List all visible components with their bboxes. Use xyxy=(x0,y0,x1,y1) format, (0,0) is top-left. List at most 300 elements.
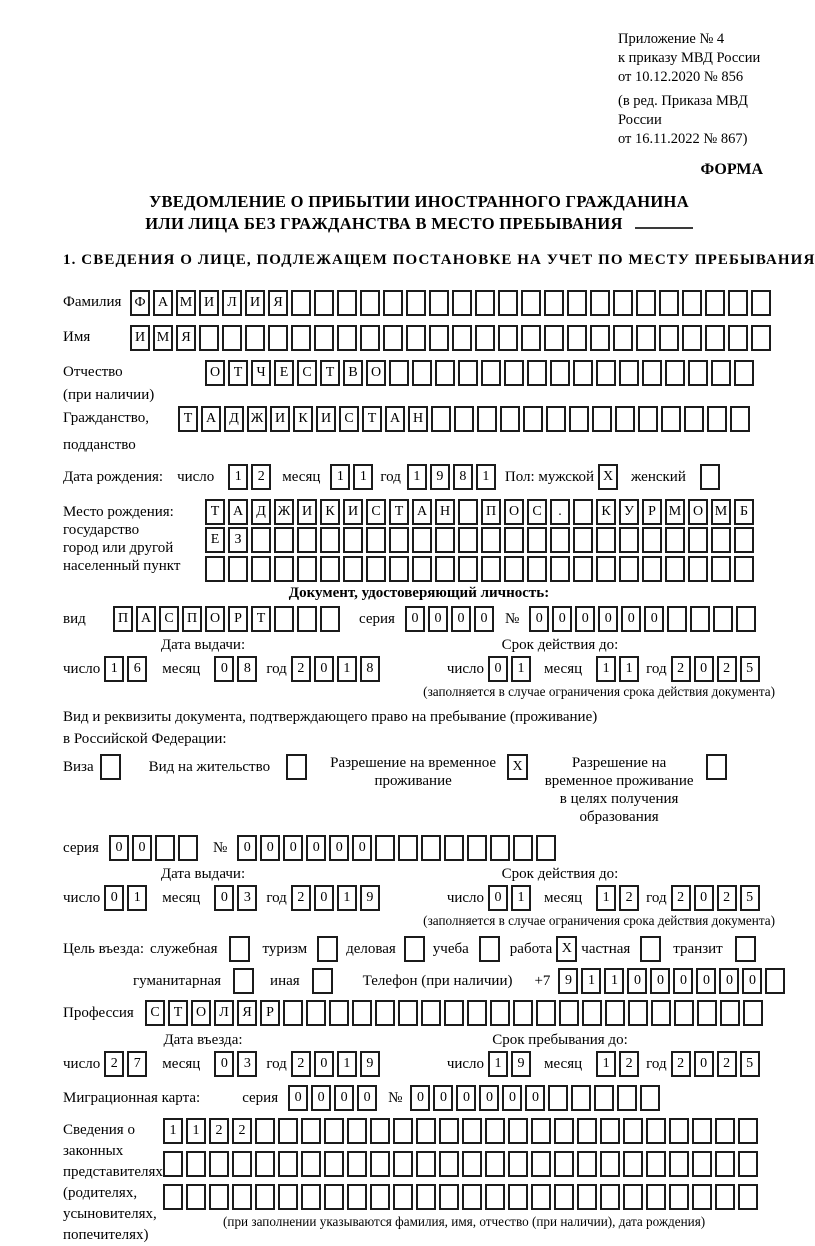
char-cell[interactable]: М xyxy=(711,499,731,525)
char-cell[interactable] xyxy=(550,527,570,553)
char-cell[interactable] xyxy=(435,360,455,386)
char-cell[interactable]: 1 xyxy=(604,968,624,994)
char-cell[interactable]: А xyxy=(201,406,221,432)
char-cell[interactable]: 0 xyxy=(644,606,664,632)
char-cell[interactable]: 1 xyxy=(353,464,373,490)
char-cell[interactable] xyxy=(500,406,520,432)
entry-month-cells[interactable] xyxy=(214,1051,260,1077)
char-cell[interactable] xyxy=(375,835,395,861)
char-cell[interactable]: 0 xyxy=(283,835,303,861)
char-cell[interactable] xyxy=(370,1118,390,1144)
char-cell[interactable]: 0 xyxy=(694,885,714,911)
stay-valid-year-cells[interactable] xyxy=(671,885,763,911)
char-cell[interactable]: П xyxy=(113,606,133,632)
char-cell[interactable] xyxy=(343,527,363,553)
char-cell[interactable] xyxy=(320,606,340,632)
char-cell[interactable] xyxy=(435,527,455,553)
char-cell[interactable] xyxy=(715,1184,735,1210)
char-cell[interactable] xyxy=(682,325,702,351)
char-cell[interactable]: 8 xyxy=(237,656,257,682)
char-cell[interactable] xyxy=(222,325,242,351)
char-cell[interactable] xyxy=(628,1000,648,1026)
purpose-official-checkbox[interactable] xyxy=(229,936,250,962)
char-cell[interactable]: С xyxy=(527,499,547,525)
char-cell[interactable] xyxy=(554,1184,574,1210)
char-cell[interactable] xyxy=(734,527,754,553)
char-cell[interactable]: Е xyxy=(205,527,225,553)
char-cell[interactable] xyxy=(274,556,294,582)
char-cell[interactable]: 2 xyxy=(671,1051,691,1077)
char-cell[interactable]: Д xyxy=(251,499,271,525)
char-cell[interactable] xyxy=(228,556,248,582)
char-cell[interactable]: Б xyxy=(734,499,754,525)
char-cell[interactable] xyxy=(477,406,497,432)
char-cell[interactable] xyxy=(163,1151,183,1177)
char-cell[interactable] xyxy=(504,527,524,553)
char-cell[interactable]: И xyxy=(297,499,317,525)
char-cell[interactable] xyxy=(554,1151,574,1177)
char-cell[interactable] xyxy=(504,556,524,582)
patronymic-cells[interactable] xyxy=(205,360,757,386)
char-cell[interactable] xyxy=(617,1085,637,1111)
char-cell[interactable] xyxy=(439,1118,459,1144)
char-cell[interactable]: О xyxy=(205,606,225,632)
purpose-humanitarian-checkbox[interactable] xyxy=(233,968,254,994)
char-cell[interactable]: 0 xyxy=(410,1085,430,1111)
char-cell[interactable]: 0 xyxy=(214,1051,234,1077)
char-cell[interactable] xyxy=(393,1184,413,1210)
char-cell[interactable] xyxy=(481,556,501,582)
char-cell[interactable] xyxy=(452,325,472,351)
char-cell[interactable] xyxy=(734,556,754,582)
char-cell[interactable] xyxy=(690,606,710,632)
char-cell[interactable] xyxy=(360,290,380,316)
char-cell[interactable] xyxy=(337,290,357,316)
char-cell[interactable] xyxy=(163,1184,183,1210)
char-cell[interactable]: Н xyxy=(408,406,428,432)
char-cell[interactable]: И xyxy=(130,325,150,351)
char-cell[interactable] xyxy=(688,360,708,386)
char-cell[interactable] xyxy=(274,527,294,553)
char-cell[interactable]: 1 xyxy=(337,1051,357,1077)
char-cell[interactable] xyxy=(320,527,340,553)
char-cell[interactable]: 0 xyxy=(214,656,234,682)
char-cell[interactable] xyxy=(577,1184,597,1210)
char-cell[interactable]: К xyxy=(320,499,340,525)
char-cell[interactable]: Т xyxy=(228,360,248,386)
char-cell[interactable] xyxy=(429,325,449,351)
identity-kind-cells[interactable] xyxy=(113,606,343,632)
char-cell[interactable] xyxy=(600,1184,620,1210)
char-cell[interactable] xyxy=(475,325,495,351)
char-cell[interactable] xyxy=(458,556,478,582)
char-cell[interactable]: 0 xyxy=(627,968,647,994)
char-cell[interactable]: П xyxy=(481,499,501,525)
char-cell[interactable] xyxy=(715,1118,735,1144)
identity-issue-day-cells[interactable] xyxy=(104,656,150,682)
stayuntil-day-cells[interactable] xyxy=(488,1051,534,1077)
stay-issue-day-cells[interactable] xyxy=(104,885,150,911)
char-cell[interactable] xyxy=(751,290,771,316)
char-cell[interactable] xyxy=(688,527,708,553)
char-cell[interactable]: 2 xyxy=(291,656,311,682)
char-cell[interactable] xyxy=(623,1184,643,1210)
char-cell[interactable]: 2 xyxy=(291,1051,311,1077)
char-cell[interactable] xyxy=(370,1151,390,1177)
char-cell[interactable] xyxy=(573,360,593,386)
char-cell[interactable]: 0 xyxy=(502,1085,522,1111)
char-cell[interactable] xyxy=(548,1085,568,1111)
char-cell[interactable] xyxy=(592,406,612,432)
char-cell[interactable] xyxy=(504,360,524,386)
char-cell[interactable]: 0 xyxy=(451,606,471,632)
char-cell[interactable] xyxy=(636,325,656,351)
char-cell[interactable]: . xyxy=(550,499,570,525)
stay-number-cells[interactable] xyxy=(237,835,559,861)
char-cell[interactable] xyxy=(590,290,610,316)
char-cell[interactable] xyxy=(435,556,455,582)
char-cell[interactable] xyxy=(577,1118,597,1144)
char-cell[interactable] xyxy=(366,527,386,553)
char-cell[interactable]: 1 xyxy=(163,1118,183,1144)
birth-place-cells-row3[interactable] xyxy=(205,556,757,582)
char-cell[interactable] xyxy=(475,290,495,316)
char-cell[interactable]: 1 xyxy=(511,885,531,911)
char-cell[interactable]: 0 xyxy=(132,835,152,861)
char-cell[interactable] xyxy=(301,1118,321,1144)
char-cell[interactable] xyxy=(559,1000,579,1026)
birth-place-cells-row2[interactable] xyxy=(205,527,757,553)
sex-female-checkbox[interactable] xyxy=(700,464,723,490)
char-cell[interactable] xyxy=(728,290,748,316)
char-cell[interactable] xyxy=(734,360,754,386)
char-cell[interactable] xyxy=(324,1151,344,1177)
char-cell[interactable]: З xyxy=(228,527,248,553)
char-cell[interactable]: 2 xyxy=(671,885,691,911)
char-cell[interactable]: 0 xyxy=(104,885,124,911)
char-cell[interactable]: 3 xyxy=(237,885,257,911)
char-cell[interactable] xyxy=(700,464,720,490)
char-cell[interactable] xyxy=(485,1118,505,1144)
char-cell[interactable]: Н xyxy=(435,499,455,525)
char-cell[interactable] xyxy=(738,1151,758,1177)
char-cell[interactable] xyxy=(389,556,409,582)
char-cell[interactable] xyxy=(370,1184,390,1210)
citizenship-cells[interactable] xyxy=(178,406,753,432)
char-cell[interactable] xyxy=(692,1118,712,1144)
sex-male-checkbox[interactable] xyxy=(598,464,621,490)
char-cell[interactable] xyxy=(577,1151,597,1177)
char-cell[interactable] xyxy=(619,360,639,386)
residence-permit-checkbox[interactable] xyxy=(286,754,307,780)
char-cell[interactable] xyxy=(291,290,311,316)
entry-year-cells[interactable] xyxy=(291,1051,383,1077)
char-cell[interactable] xyxy=(320,556,340,582)
char-cell[interactable]: А xyxy=(385,406,405,432)
char-cell[interactable] xyxy=(352,1000,372,1026)
char-cell[interactable] xyxy=(454,406,474,432)
char-cell[interactable]: 8 xyxy=(453,464,473,490)
char-cell[interactable] xyxy=(398,1000,418,1026)
char-cell[interactable]: 9 xyxy=(511,1051,531,1077)
char-cell[interactable] xyxy=(596,556,616,582)
char-cell[interactable] xyxy=(659,325,679,351)
stayuntil-year-cells[interactable] xyxy=(671,1051,763,1077)
char-cell[interactable]: А xyxy=(136,606,156,632)
char-cell[interactable] xyxy=(431,406,451,432)
char-cell[interactable]: М xyxy=(176,290,196,316)
char-cell[interactable]: Т xyxy=(251,606,271,632)
char-cell[interactable] xyxy=(255,1184,275,1210)
char-cell[interactable] xyxy=(209,1151,229,1177)
char-cell[interactable]: 0 xyxy=(306,835,326,861)
char-cell[interactable]: 0 xyxy=(352,835,372,861)
char-cell[interactable]: X xyxy=(598,464,618,490)
char-cell[interactable]: 1 xyxy=(581,968,601,994)
char-cell[interactable]: 0 xyxy=(673,968,693,994)
char-cell[interactable] xyxy=(692,1151,712,1177)
char-cell[interactable] xyxy=(640,1085,660,1111)
firstname-cells[interactable] xyxy=(130,325,774,351)
char-cell[interactable] xyxy=(567,325,587,351)
char-cell[interactable]: О xyxy=(205,360,225,386)
char-cell[interactable] xyxy=(711,360,731,386)
birth-day-cells[interactable] xyxy=(228,464,274,490)
char-cell[interactable] xyxy=(406,325,426,351)
char-cell[interactable]: Т xyxy=(168,1000,188,1026)
representatives-cells-row2[interactable] xyxy=(163,1151,761,1177)
char-cell[interactable]: Ж xyxy=(274,499,294,525)
char-cell[interactable]: 2 xyxy=(717,885,737,911)
char-cell[interactable] xyxy=(297,606,317,632)
char-cell[interactable] xyxy=(715,1151,735,1177)
char-cell[interactable]: 0 xyxy=(314,885,334,911)
char-cell[interactable]: 0 xyxy=(314,1051,334,1077)
char-cell[interactable] xyxy=(416,1151,436,1177)
char-cell[interactable]: 0 xyxy=(311,1085,331,1111)
char-cell[interactable]: 1 xyxy=(337,885,357,911)
purpose-transit-checkbox[interactable] xyxy=(735,936,756,962)
char-cell[interactable] xyxy=(508,1151,528,1177)
identity-valid-day-cells[interactable] xyxy=(488,656,534,682)
char-cell[interactable]: И xyxy=(270,406,290,432)
char-cell[interactable] xyxy=(738,1184,758,1210)
char-cell[interactable] xyxy=(669,1151,689,1177)
char-cell[interactable] xyxy=(594,1085,614,1111)
phone-cells[interactable] xyxy=(558,968,788,994)
char-cell[interactable]: Ж xyxy=(247,406,267,432)
char-cell[interactable] xyxy=(651,1000,671,1026)
char-cell[interactable]: Р xyxy=(228,606,248,632)
char-cell[interactable]: О xyxy=(191,1000,211,1026)
char-cell[interactable]: 2 xyxy=(717,1051,737,1077)
char-cell[interactable] xyxy=(485,1184,505,1210)
char-cell[interactable]: 0 xyxy=(214,885,234,911)
char-cell[interactable]: 5 xyxy=(740,1051,760,1077)
char-cell[interactable]: 0 xyxy=(742,968,762,994)
char-cell[interactable]: 0 xyxy=(428,606,448,632)
char-cell[interactable] xyxy=(596,527,616,553)
char-cell[interactable]: 2 xyxy=(209,1118,229,1144)
char-cell[interactable] xyxy=(255,1118,275,1144)
char-cell[interactable]: 2 xyxy=(232,1118,252,1144)
char-cell[interactable] xyxy=(398,835,418,861)
char-cell[interactable]: 0 xyxy=(109,835,129,861)
char-cell[interactable]: 3 xyxy=(237,1051,257,1077)
char-cell[interactable] xyxy=(301,1184,321,1210)
char-cell[interactable] xyxy=(743,1000,763,1026)
temp-residence-education-checkbox[interactable] xyxy=(706,754,727,780)
char-cell[interactable]: 1 xyxy=(596,885,616,911)
char-cell[interactable] xyxy=(178,835,198,861)
char-cell[interactable] xyxy=(421,835,441,861)
char-cell[interactable]: 0 xyxy=(650,968,670,994)
char-cell[interactable]: 0 xyxy=(433,1085,453,1111)
purpose-tourism-checkbox[interactable] xyxy=(317,936,338,962)
char-cell[interactable]: И xyxy=(316,406,336,432)
char-cell[interactable] xyxy=(531,1184,551,1210)
char-cell[interactable] xyxy=(283,1000,303,1026)
surname-cells[interactable] xyxy=(130,290,774,316)
char-cell[interactable] xyxy=(536,1000,556,1026)
char-cell[interactable] xyxy=(688,556,708,582)
char-cell[interactable] xyxy=(642,556,662,582)
char-cell[interactable] xyxy=(314,290,334,316)
purpose-work-checkbox[interactable]: X xyxy=(556,936,577,962)
char-cell[interactable] xyxy=(692,1184,712,1210)
char-cell[interactable]: 1 xyxy=(127,885,147,911)
char-cell[interactable]: 0 xyxy=(575,606,595,632)
char-cell[interactable] xyxy=(444,835,464,861)
char-cell[interactable]: 0 xyxy=(474,606,494,632)
char-cell[interactable]: 0 xyxy=(621,606,641,632)
char-cell[interactable] xyxy=(659,290,679,316)
char-cell[interactable] xyxy=(527,527,547,553)
char-cell[interactable]: Т xyxy=(320,360,340,386)
char-cell[interactable] xyxy=(573,527,593,553)
char-cell[interactable]: 1 xyxy=(330,464,350,490)
char-cell[interactable]: 7 xyxy=(127,1051,147,1077)
identity-valid-month-cells[interactable] xyxy=(596,656,642,682)
char-cell[interactable]: Е xyxy=(274,360,294,386)
char-cell[interactable] xyxy=(669,1184,689,1210)
char-cell[interactable] xyxy=(544,325,564,351)
char-cell[interactable] xyxy=(366,556,386,582)
char-cell[interactable]: Т xyxy=(205,499,225,525)
char-cell[interactable] xyxy=(682,290,702,316)
stay-valid-month-cells[interactable] xyxy=(596,885,642,911)
char-cell[interactable] xyxy=(521,290,541,316)
char-cell[interactable] xyxy=(186,1184,206,1210)
char-cell[interactable]: М xyxy=(153,325,173,351)
char-cell[interactable] xyxy=(421,1000,441,1026)
char-cell[interactable]: А xyxy=(412,499,432,525)
char-cell[interactable] xyxy=(513,1000,533,1026)
char-cell[interactable] xyxy=(684,406,704,432)
char-cell[interactable] xyxy=(636,290,656,316)
char-cell[interactable]: 0 xyxy=(357,1085,377,1111)
stay-issue-year-cells[interactable] xyxy=(291,885,383,911)
identity-series-cells[interactable] xyxy=(405,606,497,632)
char-cell[interactable] xyxy=(458,527,478,553)
char-cell[interactable] xyxy=(569,406,589,432)
representatives-cells-row3[interactable] xyxy=(163,1184,761,1210)
char-cell[interactable]: 0 xyxy=(405,606,425,632)
char-cell[interactable]: И xyxy=(343,499,363,525)
char-cell[interactable] xyxy=(730,406,750,432)
char-cell[interactable] xyxy=(498,290,518,316)
char-cell[interactable]: 1 xyxy=(228,464,248,490)
char-cell[interactable] xyxy=(255,1151,275,1177)
migration-series-cells[interactable] xyxy=(288,1085,380,1111)
char-cell[interactable] xyxy=(458,360,478,386)
char-cell[interactable] xyxy=(667,606,687,632)
identity-valid-year-cells[interactable] xyxy=(671,656,763,682)
char-cell[interactable] xyxy=(665,556,685,582)
char-cell[interactable]: 5 xyxy=(740,656,760,682)
char-cell[interactable] xyxy=(481,527,501,553)
char-cell[interactable] xyxy=(314,325,334,351)
char-cell[interactable] xyxy=(268,325,288,351)
char-cell[interactable] xyxy=(481,360,501,386)
char-cell[interactable] xyxy=(765,968,785,994)
char-cell[interactable] xyxy=(573,556,593,582)
char-cell[interactable]: Д xyxy=(224,406,244,432)
char-cell[interactable] xyxy=(674,1000,694,1026)
char-cell[interactable] xyxy=(619,527,639,553)
char-cell[interactable] xyxy=(546,406,566,432)
purpose-other-checkbox[interactable] xyxy=(312,968,333,994)
purpose-private-checkbox[interactable] xyxy=(640,936,661,962)
char-cell[interactable] xyxy=(245,325,265,351)
char-cell[interactable]: 1 xyxy=(596,656,616,682)
char-cell[interactable] xyxy=(582,1000,602,1026)
purpose-business-checkbox[interactable] xyxy=(404,936,425,962)
char-cell[interactable] xyxy=(705,325,725,351)
char-cell[interactable] xyxy=(429,290,449,316)
char-cell[interactable]: И xyxy=(199,290,219,316)
char-cell[interactable]: 0 xyxy=(260,835,280,861)
identity-issue-month-cells[interactable] xyxy=(214,656,260,682)
char-cell[interactable] xyxy=(711,527,731,553)
char-cell[interactable] xyxy=(462,1118,482,1144)
char-cell[interactable] xyxy=(412,556,432,582)
char-cell[interactable] xyxy=(638,406,658,432)
char-cell[interactable] xyxy=(550,556,570,582)
char-cell[interactable]: Я xyxy=(176,325,196,351)
identity-issue-year-cells[interactable] xyxy=(291,656,383,682)
char-cell[interactable] xyxy=(343,556,363,582)
char-cell[interactable]: 0 xyxy=(479,1085,499,1111)
char-cell[interactable] xyxy=(337,325,357,351)
char-cell[interactable] xyxy=(600,1118,620,1144)
char-cell[interactable] xyxy=(232,1184,252,1210)
stay-valid-day-cells[interactable] xyxy=(488,885,534,911)
char-cell[interactable] xyxy=(297,527,317,553)
char-cell[interactable]: 1 xyxy=(407,464,427,490)
char-cell[interactable] xyxy=(416,1118,436,1144)
char-cell[interactable]: У xyxy=(619,499,639,525)
char-cell[interactable] xyxy=(571,1085,591,1111)
char-cell[interactable]: 0 xyxy=(694,656,714,682)
char-cell[interactable]: 0 xyxy=(719,968,739,994)
char-cell[interactable] xyxy=(669,1118,689,1144)
char-cell[interactable]: Л xyxy=(214,1000,234,1026)
char-cell[interactable] xyxy=(199,325,219,351)
temp-residence-checkbox[interactable]: X xyxy=(507,754,528,780)
char-cell[interactable] xyxy=(251,527,271,553)
char-cell[interactable] xyxy=(527,360,547,386)
